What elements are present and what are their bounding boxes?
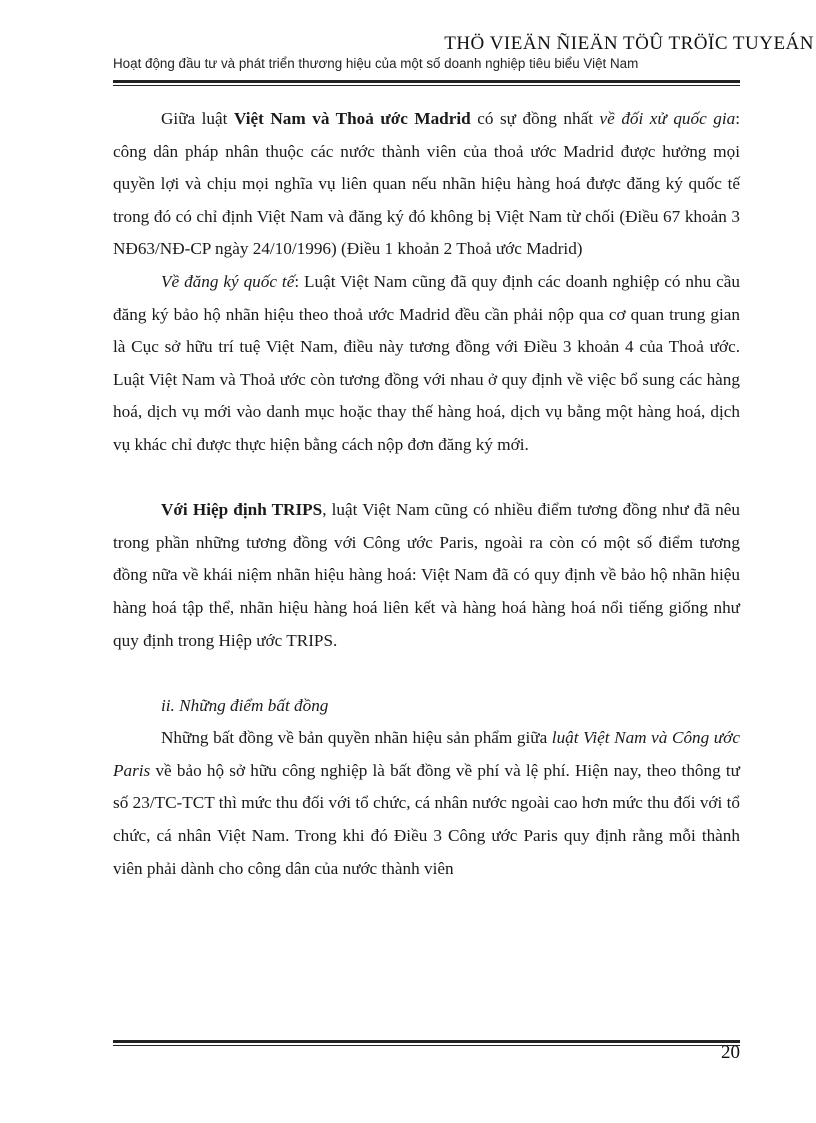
paragraph-madrid: Giữa luật Việt Nam và Thoả ước Madrid có sự đồng nhất về đối xử quốc gia: công dân pháp nhân thuộc các nước thành viên của thoả ước Madrid được hưởng mọi quyền lợi và chịu mọi nghĩa vụ liên quan nếu nhãn hiệu hàng hoá được đăng ký quốc tế trong đó có chỉ định Việt Nam và đăng ký đó không bị Việt Nam từ chối (Điều 67 khoản 3 NĐ63/NĐ-CP ngày 24/10/1996) (Điều 1 khoản 2 Thoả ước Madrid): [113, 109, 741, 259]
running-header-title: Hoạt động đầu tư và phát triển thương hiệu của một số doanh nghiệp tiêu biểu Việt Nam: [113, 56, 639, 71]
paragraph-trips: Với Hiệp định TRIPS, luật Việt Nam cũng có nhiều điểm tương đồng như đã nêu trong phần những tương đồng với Công ước Paris, ngoài ra còn có một số điểm tương đồng nữa về khái niệm nhãn hiệu hàng hoá: Việt Nam đã có quy định về bảo hộ nhãn hiệu hàng hoá tập thể, nhãn hiệu hàng hoá liên kết và hàng hoá hàng hoá nổi tiếng giống như quy định trong Hiệp ước TRIPS.: [113, 500, 740, 650]
paragraph-international-registration: Về đăng ký quốc tế: Luật Việt Nam cũng đã quy định các doanh nghiệp có nhu cầu đăng ký bảo hộ nhãn hiệu theo thoả ước Madrid đều cần phải nộp qua cơ quan trung gian là Cục sở hữu trí tuệ Việt Nam, điều này tương đồng với Điều 3 khoản 4 của Thoả ước. Luật Việt Nam và Thoả ước còn tương đồng với nhau ở quy định về việc bổ sung các hàng hoá, dịch vụ mới vào danh mục hoặc thay thế hàng hoá, dịch vụ bằng một hàng hoá, dịch vụ khác chỉ được thực hiện bằng cách nộp đơn đăng ký mới.: [113, 271, 740, 454]
header-divider: [113, 80, 740, 86]
paragraph-differences: Những bất đồng về bản quyền nhãn hiệu sản phẩm giữa luật Việt Nam và Công ước Paris về bảo hộ sở hữu công nghiệp là bất đồng về phí và lệ phí. Hiện nay, theo thông tư số 23/TC-TCT thì mức thu đối với tổ chức, cá nhân nước ngoài cao hơn mức thu đối với tổ chức, cá nhân Việt Nam. Trong khi đó Điều 3 Công ước Paris quy định rằng mỗi thành viên phải dành cho công dân của nước thành viên: [113, 728, 740, 878]
footer-divider: [113, 1040, 740, 1046]
page-number: 20: [721, 1042, 740, 1063]
section-heading: ii. Những điểm bất đồng: [161, 695, 329, 715]
page-body: [113, 103, 740, 885]
site-watermark: THÖ VIEÄN ÑIEÄN TÖÛ TRÖÏC TUYEÁN: [444, 33, 814, 54]
